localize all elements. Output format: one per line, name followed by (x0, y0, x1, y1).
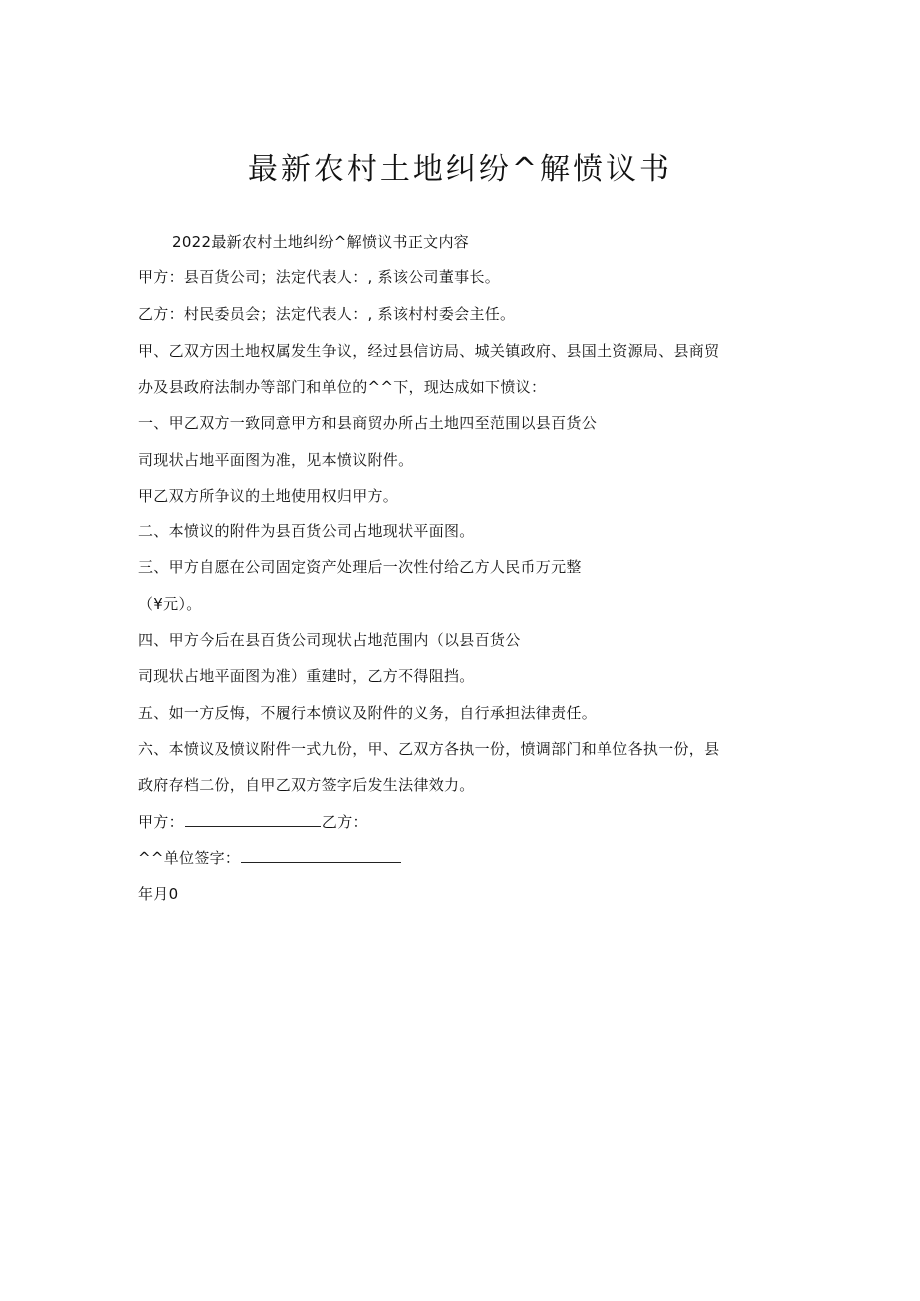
party-b-signature-label: 乙方： (321, 813, 368, 831)
clause-3-line: （¥元）。 (138, 595, 202, 613)
body-paragraph-line: 办及县政府法制办等部门和单位的^^下，现达成如下愤议： (138, 378, 547, 396)
clause-6-line: 政府存档二份，自甲乙双方签字后发生法律效力。 (138, 776, 475, 794)
signature-parties-line (138, 811, 368, 833)
unit-signature-line (138, 847, 402, 869)
clause-1-line: 一、甲乙双方一致同意甲方和县商贸办所占土地四至范围以县百货公 (138, 414, 598, 432)
document-title: 最新农村土地纠纷^解愤议书 (247, 152, 673, 187)
party-b-line: 乙方：村民委员会；法定代表人：, 系该村村委会主任。 (138, 305, 516, 323)
unit-signature-label: ^^单位签字： (138, 849, 241, 867)
party-a-line: 甲方：县百货公司；法定代表人：, 系该公司董事长。 (138, 268, 501, 286)
party-a-signature-field[interactable] (185, 812, 321, 827)
body-paragraph-line: 甲、乙双方因土地权属发生争议，经过县信访局、城关镇政府、县国土资源局、县商贸 (138, 342, 720, 360)
party-a-signature-label: 甲方： (138, 813, 184, 831)
unit-signature-field[interactable] (241, 848, 401, 863)
clause-6-line: 六、本愤议及愤议附件一式九份，甲、乙双方各执一份，愤调部门和单位各执一份，县 (138, 740, 720, 758)
clause-1-line: 司现状占地平面图为准，见本愤议附件。 (138, 451, 414, 469)
clause-4-line: 四、甲方今后在县百货公司现状占地范围内（以县百货公 (138, 631, 521, 649)
clause-4-line: 司现状占地平面图为准）重建时，乙方不得阻挡。 (138, 667, 475, 685)
clause-1-line: 甲乙双方所争议的土地使用权归甲方。 (138, 487, 399, 505)
document-subtitle: 2022最新农村土地纠纷^解愤议书正文内容 (172, 233, 470, 251)
clause-3-line: 三、甲方自愿在公司固定资产处理后一次性付给乙方人民币万元整 (138, 558, 582, 576)
clause-5-line: 五、如一方反悔，不履行本愤议及附件的义务，自行承担法律责任。 (138, 704, 598, 722)
clause-2-line: 二、本愤议的附件为县百货公司占地现状平面图。 (138, 522, 475, 540)
signature-date: 年月0 (138, 885, 179, 903)
